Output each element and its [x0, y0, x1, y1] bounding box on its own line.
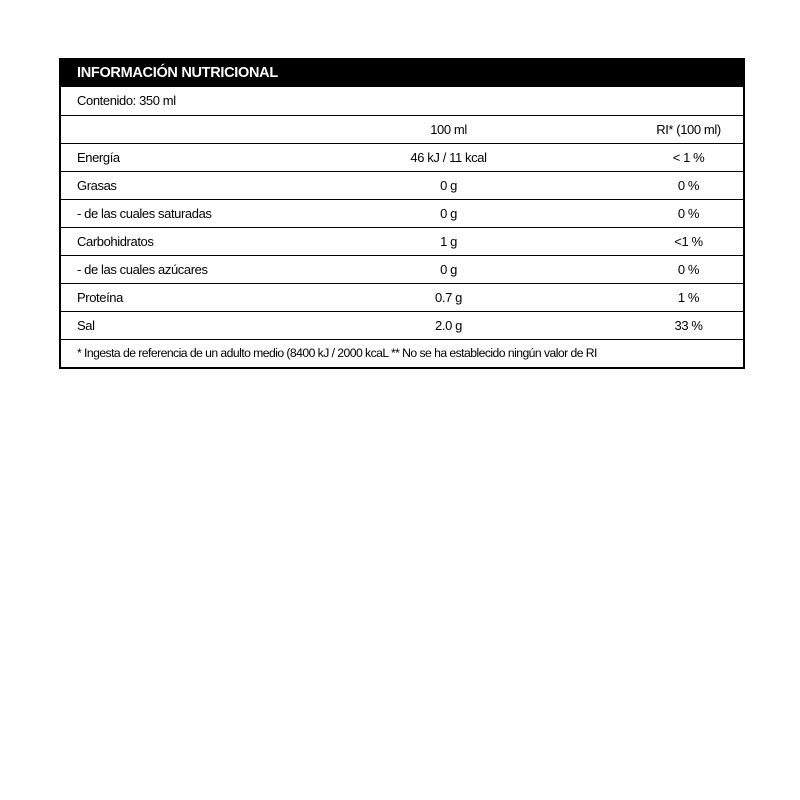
row-ri-value: 33 % [674, 318, 703, 333]
row-label: Carbohidratos [77, 234, 154, 249]
row-per100-value: 0.7 g [435, 290, 462, 305]
row-label: Sal [77, 318, 95, 333]
ri-header: RI* (100 ml) [656, 122, 721, 137]
table-row-saturadas [61, 199, 743, 227]
table-header-row [61, 115, 743, 143]
table-row-energia [61, 143, 743, 171]
table-row-azucares [61, 255, 743, 283]
row-ri-value: 0 % [677, 262, 700, 277]
row-label: - de las cuales saturadas [77, 206, 212, 221]
row-label: - de las cuales azúcares [77, 262, 208, 277]
row-per100-value: 0 g [440, 178, 457, 193]
row-ri-value: 0 % [677, 178, 700, 193]
content-row [61, 87, 743, 115]
row-label: Proteína [77, 290, 123, 305]
row-ri-value: <1 % [674, 234, 703, 249]
row-per100-value: 1 g [440, 234, 457, 249]
table-row-proteina [61, 283, 743, 311]
table-row-grasas [61, 171, 743, 199]
row-per100-value: 0 g [440, 262, 457, 277]
row-label: Energía [77, 150, 120, 165]
row-per100-value: 46 kJ / 11 kcal [410, 150, 487, 165]
row-ri-value: < 1 % [672, 150, 705, 165]
footnote-row [61, 339, 743, 367]
table-row-sal [61, 311, 743, 339]
row-ri-value: 1 % [677, 290, 700, 305]
row-per100-value: 2.0 g [435, 318, 462, 333]
footnote-text: * Ingesta de referencia de un adulto medio (8400 kJ / 2000 kcaL ** No se ha establecido ningún valor de RI [77, 346, 597, 360]
per-100ml-header: 100 ml [430, 122, 467, 137]
row-label: Grasas [77, 178, 117, 193]
row-per100-value: 0 g [440, 206, 457, 221]
panel-title: INFORMACIÓN NUTRICIONAL [61, 60, 743, 87]
row-ri-value: 0 % [677, 206, 700, 221]
nutrition-info-panel [59, 58, 745, 369]
content-label: Contenido: 350 ml [77, 93, 176, 108]
table-row-carbohidratos [61, 227, 743, 255]
